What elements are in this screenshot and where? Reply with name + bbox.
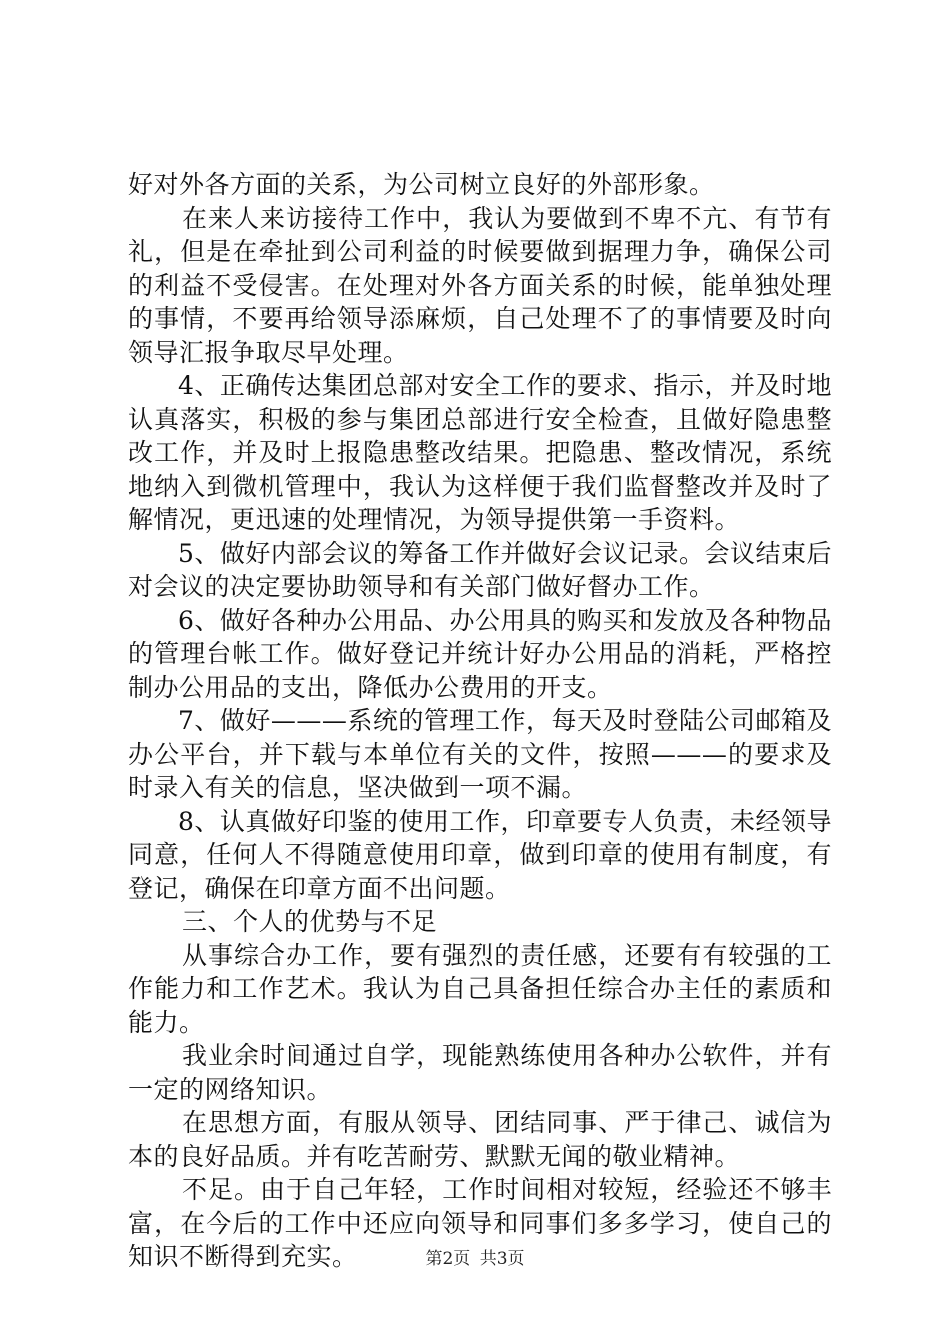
document-body <box>128 168 832 1274</box>
paragraph-item-5: 5、做好内部会议的筹备工作并做好会议记录。会议结束后对会议的决定要协助领导和有关部门做好督办工作。 <box>128 538 832 601</box>
paragraph-strength-1: 从事综合办工作，要有强烈的责任感，还要有有较强的工作能力和工作艺术。我认为自己具备担任综合办主任的素质和能力。 <box>128 940 832 1037</box>
section-heading: 三、个人的优势与不足 <box>182 907 438 936</box>
paragraph-weakness: 不足。由于自己年轻，工作时间相对较短，经验还不够丰富，在今后的工作中还应向领导和同事们多多学习，使自己的知识不断得到充实。 <box>128 1175 832 1271</box>
paragraph-strength-2: 我业余时间通过自学，现能熟练使用各种办公软件，并有一定的网络知识。 <box>128 1041 832 1104</box>
paragraph-item-7: 7、做好———系统的管理工作，每天及时登陆公司邮箱及办公平台，并下载与本单位有关的文件，按照———的要求及时录入有关的信息，坚决做到一项不漏。 <box>128 706 832 802</box>
page-footer <box>0 1244 950 1269</box>
paragraph-1: 好对外各方面的关系，为公司树立良好的外部形象。 <box>128 170 715 199</box>
paragraph-strength-3: 在思想方面，有服从领导、团结同事、严于律己、诚信为本的良好品质。并有吃苦耐劳、默默无闻的敬业精神。 <box>128 1108 832 1171</box>
page-total: 共3页 <box>479 1249 525 1269</box>
paragraph-item-6: 6、做好各种办公用品、办公用具的购买和发放及各种物品的管理台帐工作。做好登记并统计好办公用品的消耗，严格控制办公用品的支出，降低办公费用的开支。 <box>128 605 832 702</box>
paragraph-2: 在来人来访接待工作中，我认为要做到不卑不亢、有节有礼，但是在牵扯到公司利益的时候要做到据理力争，确保公司的利益不受侵害。在处理对外各方面关系的时候，能单独处理的事情，不要再给领导添麻烦，自己处理不了的事情要及时向领导汇报争取尽早处理。 <box>128 203 832 367</box>
paragraph-item-4: 4、正确传达集团总部对安全工作的要求、指示，并及时地认真落实，积极的参与集团总部进行安全检查，且做好隐患整改工作，并及时上报隐患整改结果。把隐患、整改情况，系统地纳入到微机管理中，我认为这样便于我们监督整改并及时了解情况，更迅速的处理情况，为领导提供第一手资料。 <box>128 371 832 534</box>
page-number: 第2页 <box>425 1249 471 1269</box>
paragraph-item-8: 8、认真做好印鉴的使用工作，印章要专人负责，未经领导同意，任何人不得随意使用印章，做到印章的使用有制度，有登记，确保在印章方面不出问题。 <box>128 806 832 903</box>
